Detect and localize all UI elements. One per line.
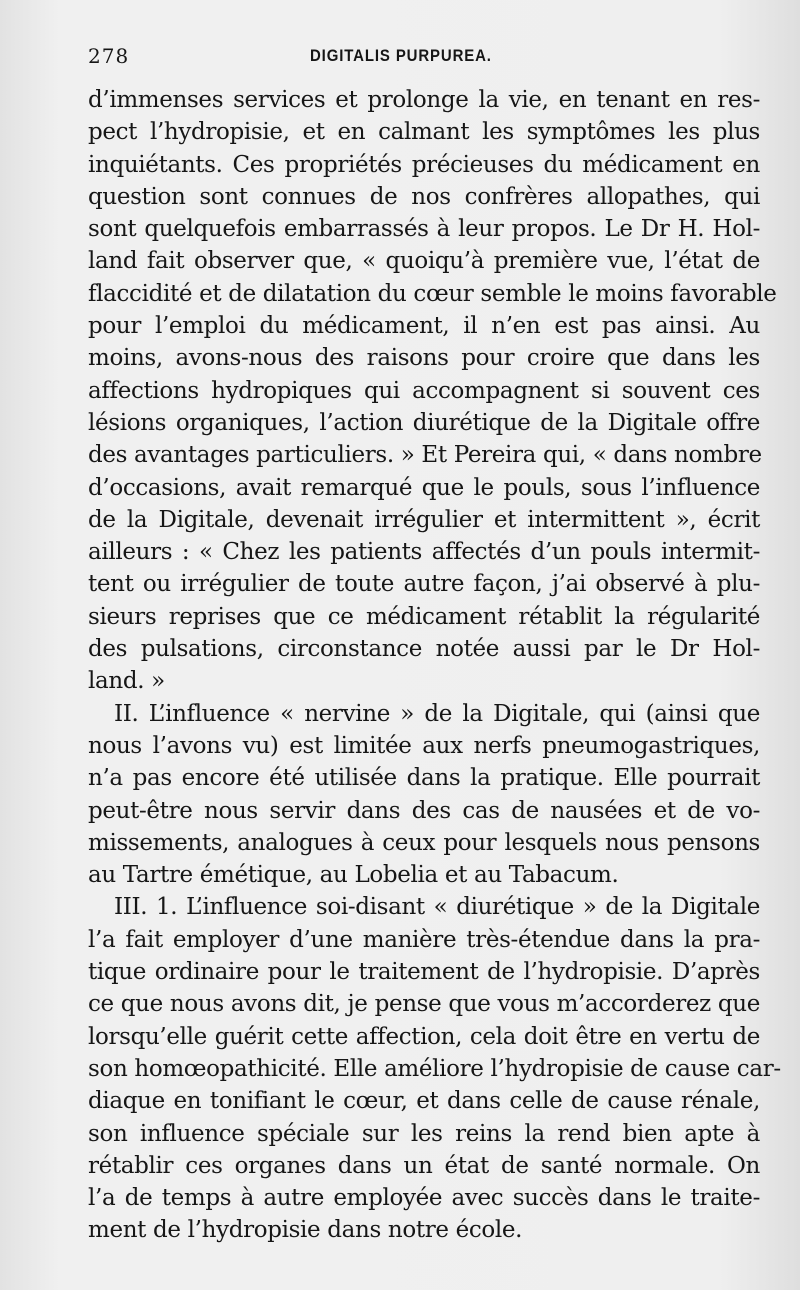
text-line: lésions organiques, l’action diurétique de la Digitale offre	[88, 409, 760, 436]
text-line: diaque en tonifiant le cœur, et dans celle de cause rénale,	[88, 1088, 760, 1115]
body-text	[88, 84, 781, 1247]
text-line: pect l’hydropisie, et en calmant les symptômes les plus	[88, 119, 760, 146]
page-number: 278	[88, 44, 130, 68]
text-line: ment de l’hydropisie dans notre école.	[88, 1217, 523, 1244]
text-line: n’a pas encore été utilisée dans la pratique. Elle pourrait	[88, 765, 760, 792]
text-line: des pulsations, circonstance notée aussi par le Dr Hol-	[88, 636, 760, 663]
text-line: de la Digitale, devenait irrégulier et intermittent », écrit	[88, 506, 760, 533]
text-line: l’a fait employer d’une manière très-étendue dans la pra-	[88, 926, 760, 953]
text-line: sieurs reprises que ce médicament rétablit la régularité	[88, 603, 760, 630]
text-line: moins, avons-nous des raisons pour croire que dans les	[88, 345, 760, 372]
text-line: sont quelquefois embarrassés à leur propos. Le Dr H. Hol-	[88, 216, 760, 243]
text-line: III. 1. L’influence soi-disant « diurétique » de la Digitale	[114, 894, 760, 921]
text-line: au Tartre émétique, au Lobelia et au Tabacum.	[88, 862, 619, 889]
text-line: son homœopathicité. Elle améliore l’hydropisie de cause car-	[88, 1055, 781, 1082]
running-title: DIGITALIS PURPUREA.	[310, 46, 492, 65]
text-line: affections hydropiques qui accompagnent si souvent ces	[88, 377, 760, 404]
text-line: land fait observer que, « quoiqu’à première vue, l’état de	[88, 248, 760, 275]
text-line: son influence spéciale sur les reins la rend bien apte à	[88, 1120, 760, 1147]
text-line: rétablir ces organes dans un état de santé normale. On	[88, 1152, 760, 1179]
text-line: d’immenses services et prolonge la vie, en tenant en res-	[88, 87, 760, 113]
text-line: pour l’emploi du médicament, il n’en est pas ainsi. Au	[88, 313, 760, 340]
text-line: des avantages particuliers. » Et Pereira qui, « dans nombre	[88, 442, 762, 469]
text-line: tent ou irrégulier de toute autre façon, j’ai observé à plu-	[88, 571, 760, 598]
text-line: II. L’influence « nervine » de la Digitale, qui (ainsi que	[114, 700, 760, 727]
text-line: ailleurs : « Chez les patients affectés d’un pouls intermit-	[88, 539, 760, 566]
text-line: ce que nous avons dit, je pense que vous m’accorderez que	[88, 991, 760, 1018]
text-line: nous l’avons vu) est limitée aux nerfs pneumogastriques,	[88, 732, 760, 759]
text-line: missements, analogues à ceux pour lesquels nous pensons	[88, 829, 760, 856]
text-line: question sont connues de nos confrères allopathes, qui	[88, 183, 760, 210]
text-line: peut-être nous servir dans des cas de nausées et de vo-	[88, 797, 760, 824]
page-header	[88, 44, 760, 74]
text-line: lorsqu’elle guérit cette affection, cela doit être en vertu de	[88, 1023, 760, 1050]
text-line: flaccidité et de dilatation du cœur semble le moins favorable	[88, 280, 777, 307]
text-line: inquiétants. Ces propriétés précieuses du médicament en	[88, 151, 760, 178]
text-line: tique ordinaire pour le traitement de l’hydropisie. D’après	[88, 959, 760, 986]
text-line: land. »	[88, 668, 165, 695]
text-line: d’occasions, avait remarqué que le pouls, sous l’influence	[88, 474, 760, 501]
text-line: l’a de temps à autre employée avec succès dans le traite-	[88, 1185, 760, 1212]
